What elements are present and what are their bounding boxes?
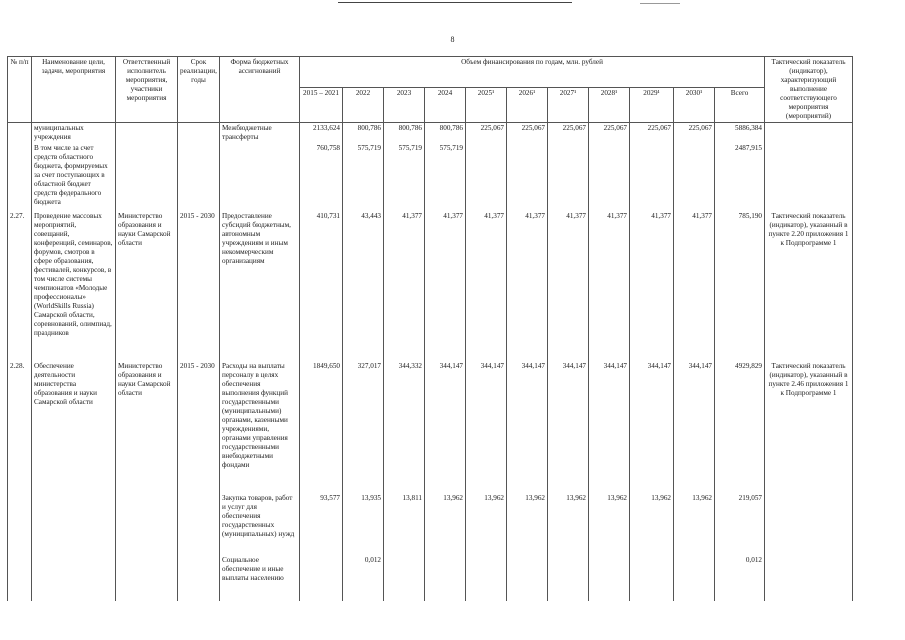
- cell-value: 575,719: [384, 143, 425, 211]
- cell-form: Межбюджетные трансферты: [220, 123, 300, 144]
- scan-edge-line: [338, 2, 572, 3]
- header-responsible: Ответственный исполнитель мероприятия, участники мероприятия: [116, 57, 178, 123]
- header-year: 2024: [425, 88, 466, 123]
- cell-value: 575,719: [343, 143, 384, 211]
- cell-form: Закупка товаров, работ и услуг для обеспечения государственных (муниципальных) нужд: [220, 493, 300, 555]
- table-row: [8, 143, 853, 211]
- cell-value: 344,147: [548, 361, 589, 493]
- cell-total: 2487,915: [715, 143, 765, 211]
- cell-value: 225,067: [466, 123, 507, 144]
- cell-total: 4929,829: [715, 361, 765, 493]
- cell-responsible: [116, 493, 178, 555]
- cell-value: 41,377: [384, 211, 425, 361]
- table-row: [8, 361, 853, 493]
- cell-responsible: Министерство образования и науки Самарской области: [116, 361, 178, 493]
- header-year: 2026¹: [507, 88, 548, 123]
- cell-form: Предоставление субсидий бюджетным, автономным учреждениям и иным некоммерческим организациям: [220, 211, 300, 361]
- header-name: Наименование цели, задачи, мероприятия: [32, 57, 116, 123]
- cell-value: 2133,624: [300, 123, 343, 144]
- cell-tactic: [765, 123, 853, 144]
- cell-tactic: [765, 143, 853, 211]
- cell-form: Расходы на выплаты персоналу в целях обеспечения выполнения функций государственными (муниципальными) органами, казенными учреждениями, органами управления государственными внебюджетными фондами: [220, 361, 300, 493]
- cell-value: 41,377: [674, 211, 715, 361]
- cell-form: [220, 143, 300, 211]
- cell-responsible: [116, 143, 178, 211]
- header-year: 2025¹: [466, 88, 507, 123]
- cell-value: 13,962: [674, 493, 715, 555]
- cell-name: муниципальных учреждения: [32, 123, 116, 144]
- table-row: [8, 555, 853, 601]
- cell-value: 225,067: [630, 123, 674, 144]
- cell-value: 410,731: [300, 211, 343, 361]
- header-funding: Объем финансирования по годам, млн. рублей: [300, 57, 765, 88]
- cell-value: 41,377: [630, 211, 674, 361]
- cell-value: 43,443: [343, 211, 384, 361]
- cell-value: 225,067: [674, 123, 715, 144]
- cell-value: 41,377: [548, 211, 589, 361]
- cell-value: 13,962: [507, 493, 548, 555]
- cell-value: [548, 143, 589, 211]
- cell-name: [32, 555, 116, 601]
- cell-value: 800,786: [343, 123, 384, 144]
- cell-value: 327,017: [343, 361, 384, 493]
- cell-value: 13,811: [384, 493, 425, 555]
- cell-value: 225,067: [589, 123, 630, 144]
- page-number: 8: [450, 35, 455, 44]
- cell-value: [674, 555, 715, 601]
- cell-value: [674, 143, 715, 211]
- cell-value: [466, 555, 507, 601]
- cell-tactic: [765, 555, 853, 601]
- header-year: 2015 – 2021: [300, 88, 343, 123]
- cell-value: 225,067: [548, 123, 589, 144]
- cell-value: 800,786: [384, 123, 425, 144]
- cell-total: 785,190: [715, 211, 765, 361]
- funding-table: [7, 56, 853, 601]
- cell-value: 93,577: [300, 493, 343, 555]
- cell-name: [32, 493, 116, 555]
- header-form: Форма бюджетных ассигнований: [220, 57, 300, 123]
- cell-value: 344,147: [674, 361, 715, 493]
- header-total: Всего: [715, 88, 765, 123]
- cell-value: 760,758: [300, 143, 343, 211]
- scan-edge-line-right: [640, 3, 680, 4]
- cell-value: [589, 143, 630, 211]
- cell-value: 344,147: [466, 361, 507, 493]
- cell-total: 0,012: [715, 555, 765, 601]
- cell-form: Социальное обеспечение и иные выплаты населению: [220, 555, 300, 601]
- cell-value: [548, 555, 589, 601]
- cell-value: 225,067: [507, 123, 548, 144]
- cell-period: [178, 555, 220, 601]
- cell-number: 2.27.: [8, 211, 32, 361]
- cell-value: 13,962: [425, 493, 466, 555]
- cell-value: [425, 555, 466, 601]
- header-year: 2022: [343, 88, 384, 123]
- cell-value: 0,012: [343, 555, 384, 601]
- cell-value: [630, 555, 674, 601]
- cell-number: 2.28.: [8, 361, 32, 493]
- header-year: 2027¹: [548, 88, 589, 123]
- cell-tactic: [765, 493, 853, 555]
- cell-total: 5886,384: [715, 123, 765, 144]
- cell-period: [178, 493, 220, 555]
- cell-number: [8, 123, 32, 144]
- cell-period: [178, 123, 220, 144]
- cell-number: [8, 493, 32, 555]
- cell-total: 219,057: [715, 493, 765, 555]
- cell-value: 344,147: [507, 361, 548, 493]
- cell-value: [507, 143, 548, 211]
- header-year: 2029¹: [630, 88, 674, 123]
- cell-number: [8, 143, 32, 211]
- table-row: [8, 493, 853, 555]
- cell-value: [630, 143, 674, 211]
- cell-name: Проведение массовых мероприятий, совещаний, конференций, семинаров, форумов, смотров в сфере образования, фестивалей, конкурсов, в том числе системы чемпионатов «Молодые профессионалы» (WorldSkills Russia) Самарской области, соревнований, олимпиад, праздников: [32, 211, 116, 361]
- cell-value: 13,935: [343, 493, 384, 555]
- table-row: [8, 211, 853, 361]
- cell-tactic: Тактический показатель (индикатор), указанный в пункте 2.46 приложения 1 к Подпрограмме 1: [765, 361, 853, 493]
- cell-value: 13,962: [466, 493, 507, 555]
- cell-name: Обеспечение деятельности министерства образования и науки Самарской области: [32, 361, 116, 493]
- cell-number: [8, 555, 32, 601]
- cell-value: 344,147: [589, 361, 630, 493]
- cell-value: 41,377: [589, 211, 630, 361]
- cell-value: 13,962: [548, 493, 589, 555]
- cell-responsible: [116, 123, 178, 144]
- cell-value: 41,377: [466, 211, 507, 361]
- cell-value: [384, 555, 425, 601]
- cell-tactic: Тактический показатель (индикатор), указанный в пункте 2.20 приложения 1 к Подпрограмме 1: [765, 211, 853, 361]
- cell-period: 2015 - 2030: [178, 211, 220, 361]
- cell-value: 41,377: [425, 211, 466, 361]
- cell-name: В том числе за счет средств областного бюджета, формируемых за счет поступающих в областной бюджет средств федерального бюджета: [32, 143, 116, 211]
- header-year: 2028¹: [589, 88, 630, 123]
- header-year: 2023: [384, 88, 425, 123]
- table-body: [8, 123, 853, 602]
- cell-value: 575,719: [425, 143, 466, 211]
- cell-period: 2015 - 2030: [178, 361, 220, 493]
- cell-value: [466, 143, 507, 211]
- cell-value: 800,786: [425, 123, 466, 144]
- cell-value: 13,962: [630, 493, 674, 555]
- cell-value: 344,147: [630, 361, 674, 493]
- cell-responsible: Министерство образования и науки Самарской области: [116, 211, 178, 361]
- header-year: 2030¹: [674, 88, 715, 123]
- cell-period: [178, 143, 220, 211]
- cell-value: 344,332: [384, 361, 425, 493]
- cell-value: 13,962: [589, 493, 630, 555]
- cell-value: [589, 555, 630, 601]
- header-tactic: Тактический показатель (индикатор), характеризующий выполнение соответствующего мероприятия (мероприятий): [765, 57, 853, 123]
- cell-value: [300, 555, 343, 601]
- header-number: № п/п: [8, 57, 32, 123]
- header-period: Срок реализации, годы: [178, 57, 220, 123]
- cell-responsible: [116, 555, 178, 601]
- cell-value: 344,147: [425, 361, 466, 493]
- table-row: [8, 123, 853, 144]
- cell-value: 41,377: [507, 211, 548, 361]
- cell-value: [507, 555, 548, 601]
- cell-value: 1849,650: [300, 361, 343, 493]
